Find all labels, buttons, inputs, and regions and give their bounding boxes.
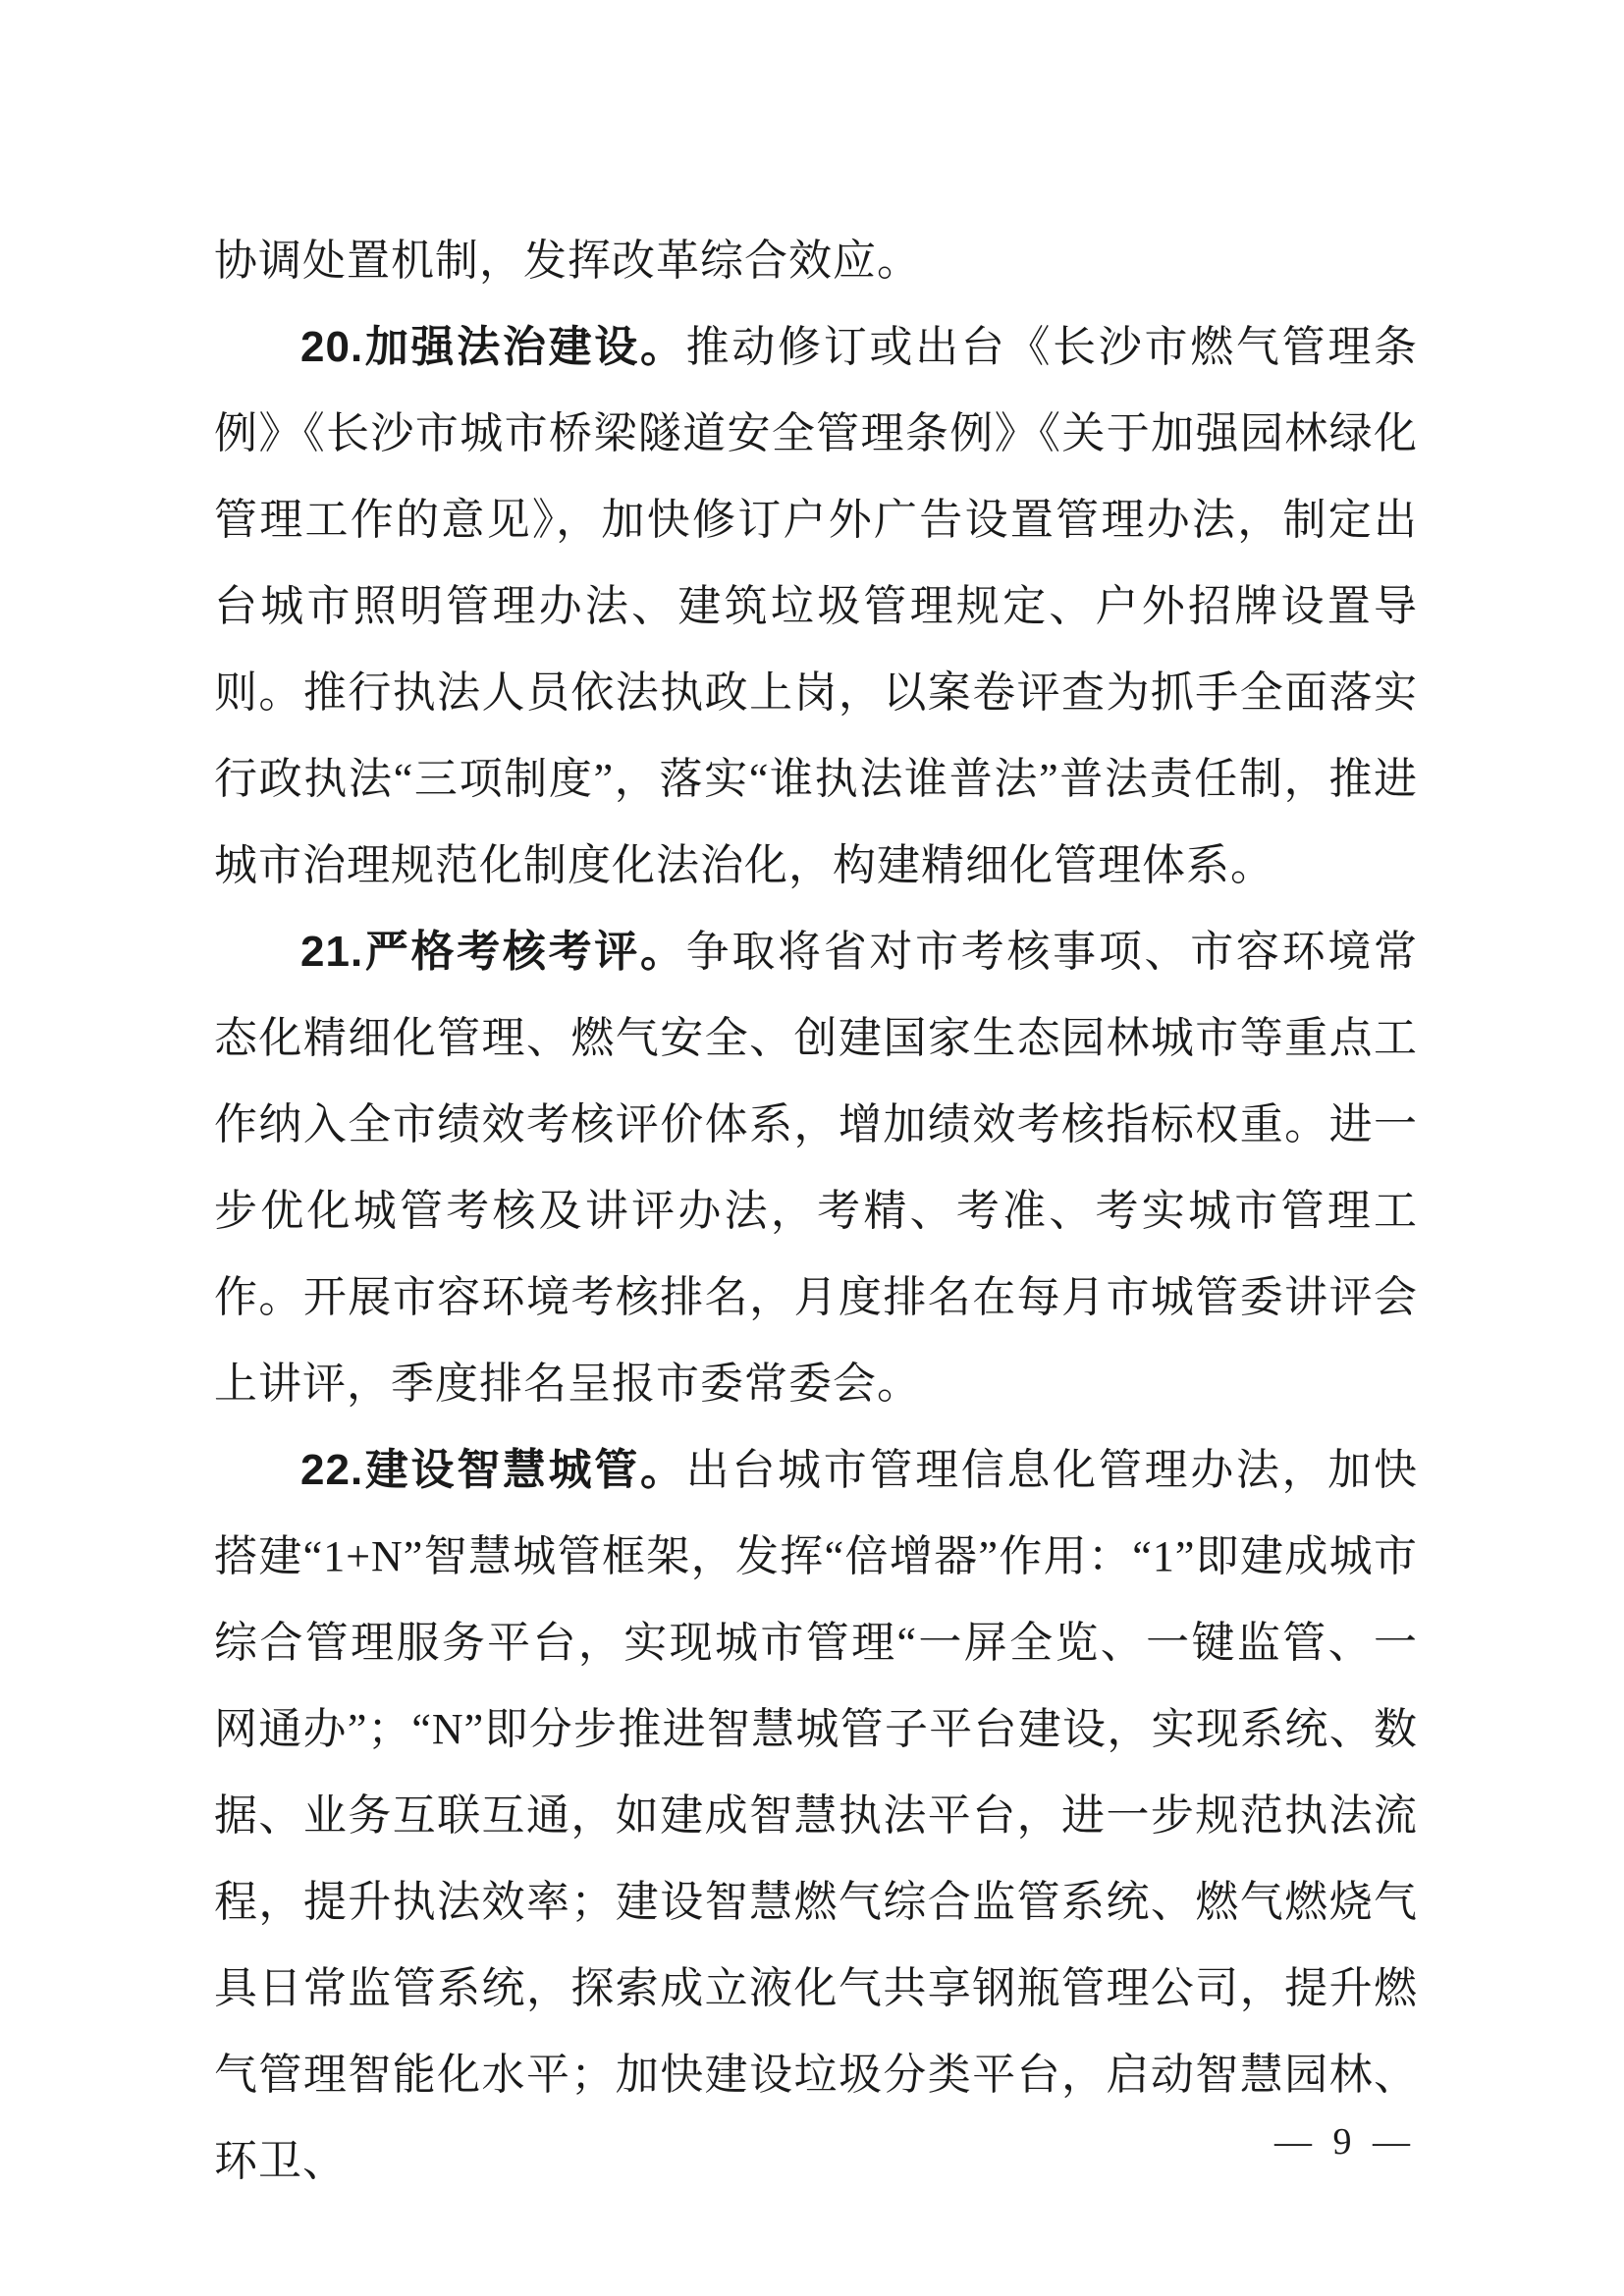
paragraph-text: 推动修订或出台《长沙市燃气管理条例》《长沙市城市桥梁隧道安全管理条例》《关于加强园林绿化管理工作的意见》，加快修订户外广告设置管理办法，制定出台城市照明管理办法、建筑垃圾管理规定、户外招牌设置导则。推行执法人员依法执政上岗，以案卷评查为抓手全面落实行政执法“三项制度”，落实“谁执法谁普法”普法责任制，推进城市治理规范化制度化法治化，构建精细化管理体系。	[214, 323, 1418, 889]
paragraph-heading: 21.严格考核考评。	[300, 928, 686, 976]
paragraph-heading: 22.建设智慧城管。	[300, 1446, 686, 1494]
paragraph-text: 争取将省对市考核事项、市容环境常态化精细化管理、燃气安全、创建国家生态园林城市等重点工作纳入全市绩效考核评价体系，增加绩效考核指标权重。进一步优化城管考核及讲评办法，考精、考准、考实城市管理工作。开展市容环境考核排名，月度排名在每月市城管委讲评会上讲评，季度排名呈报市委常委会。	[214, 928, 1418, 1408]
paragraph-text: 协调处置机制，发挥改革综合效应。	[214, 237, 921, 285]
page-number: — 9 —	[1274, 2121, 1416, 2163]
paragraph	[214, 909, 1418, 1427]
paragraph	[214, 218, 1418, 304]
document-body	[214, 218, 1418, 2205]
paragraph-heading: 20.加强法治建设。	[300, 323, 686, 371]
paragraph	[214, 1427, 1418, 2205]
paragraph-text: 出台城市管理信息化管理办法，加快搭建“1+N”智慧城管框架，发挥“倍增器”作用：“1”即建成城市综合管理服务平台，实现城市管理“一屏全览、一键监管、一网通办”；“N”即分步推进智慧城管子平台建设，实现系统、数据、业务互联互通，如建成智慧执法平台，进一步规范执法流程，提升执法效率；建设智慧燃气综合监管系统、燃气燃烧气具日常监管系统，探索成立液化气共享钢瓶管理公司，提升燃气管理智能化水平；加快建设垃圾分类平台，启动智慧园林、环卫、	[214, 1446, 1418, 2185]
paragraph	[214, 304, 1418, 909]
